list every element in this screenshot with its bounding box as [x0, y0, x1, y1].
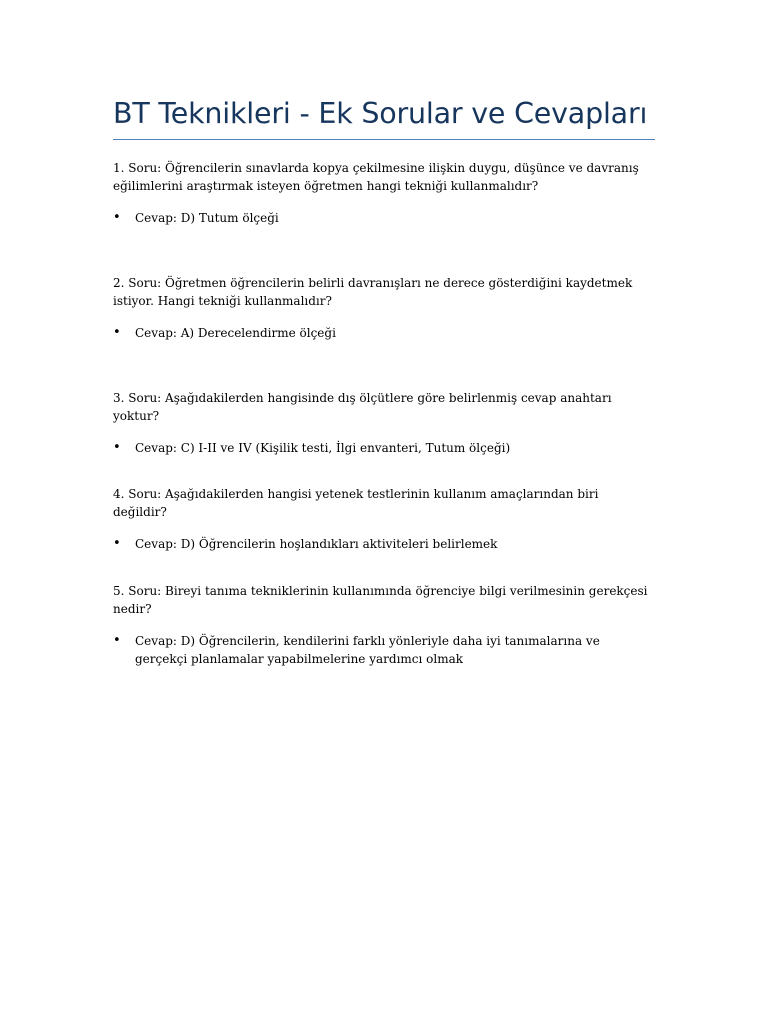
answer-text-3: Cevap: C) I-II ve IV (Kişilik testi, İlgi envanteri, Tutum ölçeği)	[135, 441, 511, 455]
qa-item-1	[113, 159, 655, 227]
qa-item-5	[113, 582, 655, 668]
document-title: BT Teknikleri - Ek Sorular ve Cevapları	[113, 97, 648, 130]
answer-text-2: Cevap: A) Derecelendirme ölçeği	[135, 326, 336, 340]
answer-text-4: Cevap: D) Öğrencilerin hoşlandıkları aktiviteleri belirlemek	[135, 537, 498, 551]
bullet-icon: •	[113, 210, 121, 225]
qa-item-3	[113, 389, 655, 457]
question-2: 2. Soru: Öğretmen öğrencilerin belirli davranışları ne derece gösterdiğini kaydetmek istiyor. Hangi tekniği kullanmalıdır?	[113, 276, 633, 308]
question-4: 4. Soru: Aşağıdakilerden hangisi yetenek testlerinin kullanım amaçlarından biri değildir?	[113, 487, 599, 519]
answer-text-1: Cevap: D) Tutum ölçeği	[135, 211, 279, 225]
answer-1	[113, 209, 655, 227]
answer-text-5: Cevap: D) Öğrencilerin, kendilerini farklı yönleriyle daha iyi tanımalarına ve gerçekçi planlamalar yapabilmelerine yardımcı olmak	[135, 634, 600, 666]
question-1: 1. Soru: Öğrencilerin sınavlarda kopya çekilmesine ilişkin duygu, düşünce ve davranış eğilimlerini araştırmak isteyen öğretmen hangi tekniği kullanmalıdır?	[113, 161, 639, 193]
bullet-icon: •	[113, 325, 121, 340]
title-underline	[113, 139, 655, 140]
answer-4	[113, 535, 655, 553]
answer-5	[113, 632, 655, 668]
bullet-icon: •	[113, 440, 121, 455]
question-3: 3. Soru: Aşağıdakilerden hangisinde dış ölçütlere göre belirlenmiş cevap anahtarı yoktur?	[113, 391, 612, 423]
answer-2	[113, 324, 655, 342]
bullet-icon: •	[113, 536, 121, 551]
answer-3	[113, 439, 655, 457]
question-5: 5. Soru: Bireyi tanıma tekniklerinin kullanımında öğrenciye bilgi verilmesinin gerekçesi nedir?	[113, 584, 648, 616]
qa-item-2	[113, 274, 655, 342]
qa-item-4	[113, 485, 655, 553]
bullet-icon: •	[113, 633, 121, 648]
